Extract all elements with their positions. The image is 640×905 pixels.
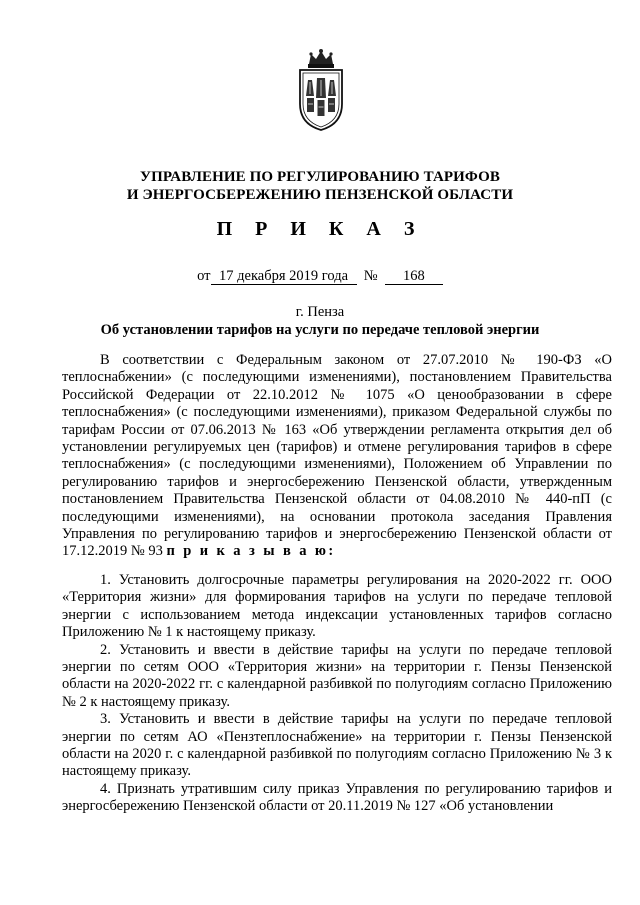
order-item: 4. Признать утратившим силу приказ Управления по регулированию тарифов и энергосбережению Пензенской области от 20.11.2019 № 127 «Об установлении (62, 780, 612, 815)
city-name: г. Пенза (295, 304, 345, 320)
date-from-label: от (197, 268, 211, 284)
order-item: 3. Установить и ввести в действие тарифы на услуги по передаче тепловой энергии по сетям АО «Пензтеплоснабжение» на территории г. Пензы Пензенской области на 2020 г. с календарной разбивкой по полугодиям согласно Приложению № 3 к настоящему приказу. (62, 711, 612, 780)
preamble-text: В соответствии с Федеральным законом от 27.07.2010 № 190-ФЗ «О теплоснабжении» (с последующими изменениями), постановлением Правительства Российской Федерации от 22.10.2012 № 1075 «О ценообразовании в сфере теплоснабжения» (с последующими изменениями), приказом Федеральной службы по тарифам России от 07.06.2013 № 163 «Об утверждении регламента открытия дел об установлении регулируемых цен (тарифов) и отмене регулирования тарифов в сфере теплоснабжения» (с последующими изменениями), Положением об Управлении по регулированию тарифов и энергосбережению Пензенской области, утвержденным постановлением Правительства Пензенской области от 04.08.2010 № 440-пП (с последующими изменениями), на основании протокола заседания Правления Управления по регулированию тарифов и энергосбережению Пензенской области от 17.12.2019 № 93 (62, 352, 612, 560)
order-item: 1. Установить долгосрочные параметры регулирования на 2020-2022 гг. ООО «Территория жизни» для формирования тарифов на услуги по передаче тепловой энергии с использованием метода индексации установленных тарифов согласно Приложению № 1 к настоящему приказу. (62, 571, 612, 641)
org-name-line-2: И ЭНЕРГОСБЕРЕЖЕНИЮ ПЕНЗЕНСКОЙ ОБЛАСТИ (126, 187, 514, 203)
date-number-line (0, 267, 640, 285)
document-title: П Р И К А З (216, 218, 424, 240)
coat-of-arms-icon (296, 48, 346, 132)
number-label: № (363, 268, 378, 284)
preamble-paragraph (62, 352, 612, 561)
org-name-line-1: УПРАВЛЕНИЕ ПО РЕГУЛИРОВАНИЮ ТАРИФОВ (140, 169, 500, 185)
document-subject: Об установлении тарифов на услуги по передаче тепловой энергии (100, 322, 540, 338)
order-word: п р и к а з ы в а ю: (166, 543, 336, 560)
document-date: 17 декабря 2019 года (211, 268, 357, 285)
order-item: 2. Установить и ввести в действие тарифы на услуги по передаче тепловой энергии по сетям ООО «Территория жизни» на территории г. Пензы Пензенской области на 2020-2022 гг. с календарной разбивкой по полугодиям согласно Приложению № 2 к настоящему приказу. (62, 641, 612, 710)
document-number: 168 (385, 268, 443, 285)
document-body (62, 352, 612, 816)
